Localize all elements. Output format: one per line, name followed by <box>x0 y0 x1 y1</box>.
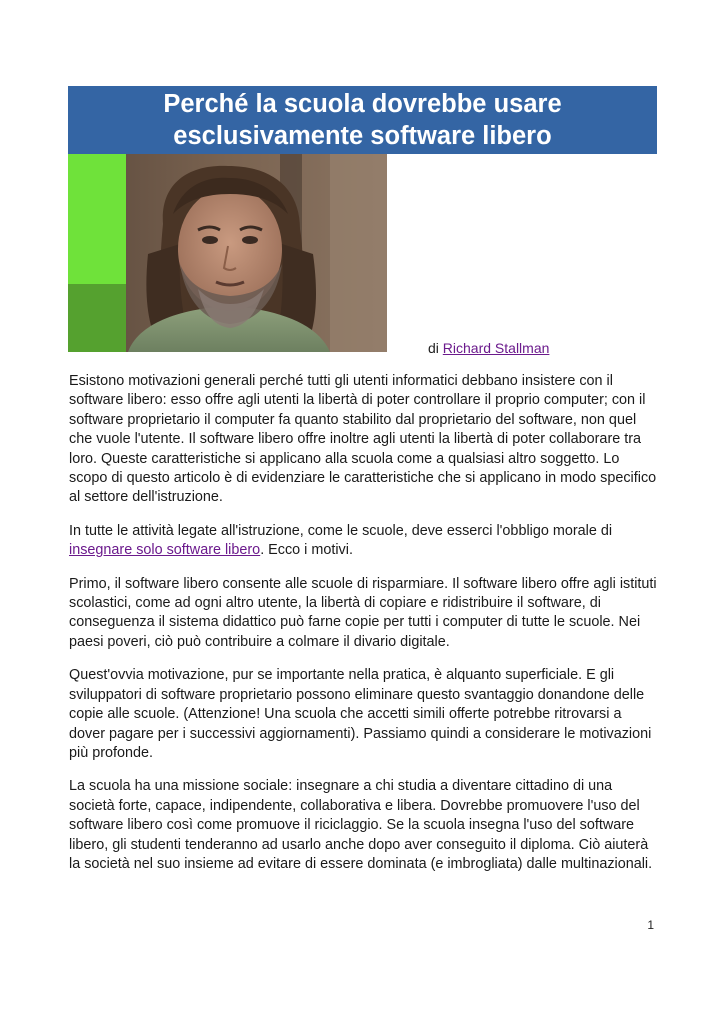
article-body <box>69 372 657 888</box>
byline-prefix: di <box>428 340 439 356</box>
page-number: 1 <box>647 918 654 932</box>
paragraph-social-mission: La scuola ha una missione sociale: insegnare a chi studia a diventare cittadino di una società forte, capace, indipendente, collaborativa e libera. Dovrebbe promuovere l'uso del software libero così come promuove il riciclaggio. Se la scuola insegna l'uso del software libero, gli studenti tenderanno ad usarlo anche dopo aver conseguito il diploma. Ciò aiuterà la società nel suo insieme ad evitare di essere dominata (e imbrogliata) dalle multinazionali. <box>69 778 653 872</box>
page-title-line-1: Perché la scuola dovrebbe usare <box>163 90 562 118</box>
paragraph-superficial: Quest'ovvia motivazione, pur se importante nella pratica, è alquanto superficiale. E gli sviluppatori di software proprietario possono eliminare questo svantaggio donandone delle copie alle scuole. (Attenzione! Una scuola che accetti simili offerte potrebbe ritrovarsi a dover pagare per i successivi aggiornamenti). Passiamo quindi a considerare le motivazioni più profonde. <box>69 667 652 761</box>
page-title-line-2: esclusivamente software libero <box>173 122 552 150</box>
portrait-image <box>68 154 387 352</box>
paragraph-savings: Primo, il software libero consente alle scuole di risparmiare. Il software libero offre agli istituti scolastici, come ad ogni altro utente, la libertà di copiare e ridistribuire il software, di conseguenza il sistema didattico può farne copie per tutti i computer di tutte le scuole. Nei paesi poveri, ciò può contribuire a colmare il divario digitale. <box>69 575 657 650</box>
paragraph-moral-duty <box>69 522 657 561</box>
paragraph-moral-duty-end: . Ecco i motivi. <box>260 542 353 559</box>
byline <box>428 339 549 357</box>
teach-free-software-link[interactable]: insegnare solo software libero <box>69 542 261 559</box>
paragraph-moral-duty-text: In tutte le attività legate all'istruzione, come le scuole, deve esserci l'obbligo morale di <box>69 522 613 539</box>
author-link[interactable]: Richard Stallman <box>442 340 550 356</box>
title-banner <box>68 86 657 154</box>
page-title <box>163 88 561 152</box>
author-portrait <box>68 154 387 352</box>
paragraph-intro: Esistono motivazioni generali perché tutti gli utenti informatici debbano insistere con il software libero: esso offre agli utenti la libertà di poter controllare il proprio computer; con il software proprietario il computer fa quanto stabilito dal proprietario del software, non quel che vuole l'utente. Il software libero offre inoltre agli utenti la libertà di poter collaborare tra loro. Queste caratteristiche si applicano alla scuola come a qualsiasi altro soggetto. Lo scopo di questo articolo è di evidenziare le caratteristiche che si applicano in modo specifico al settore dell'istruzione. <box>69 373 657 506</box>
